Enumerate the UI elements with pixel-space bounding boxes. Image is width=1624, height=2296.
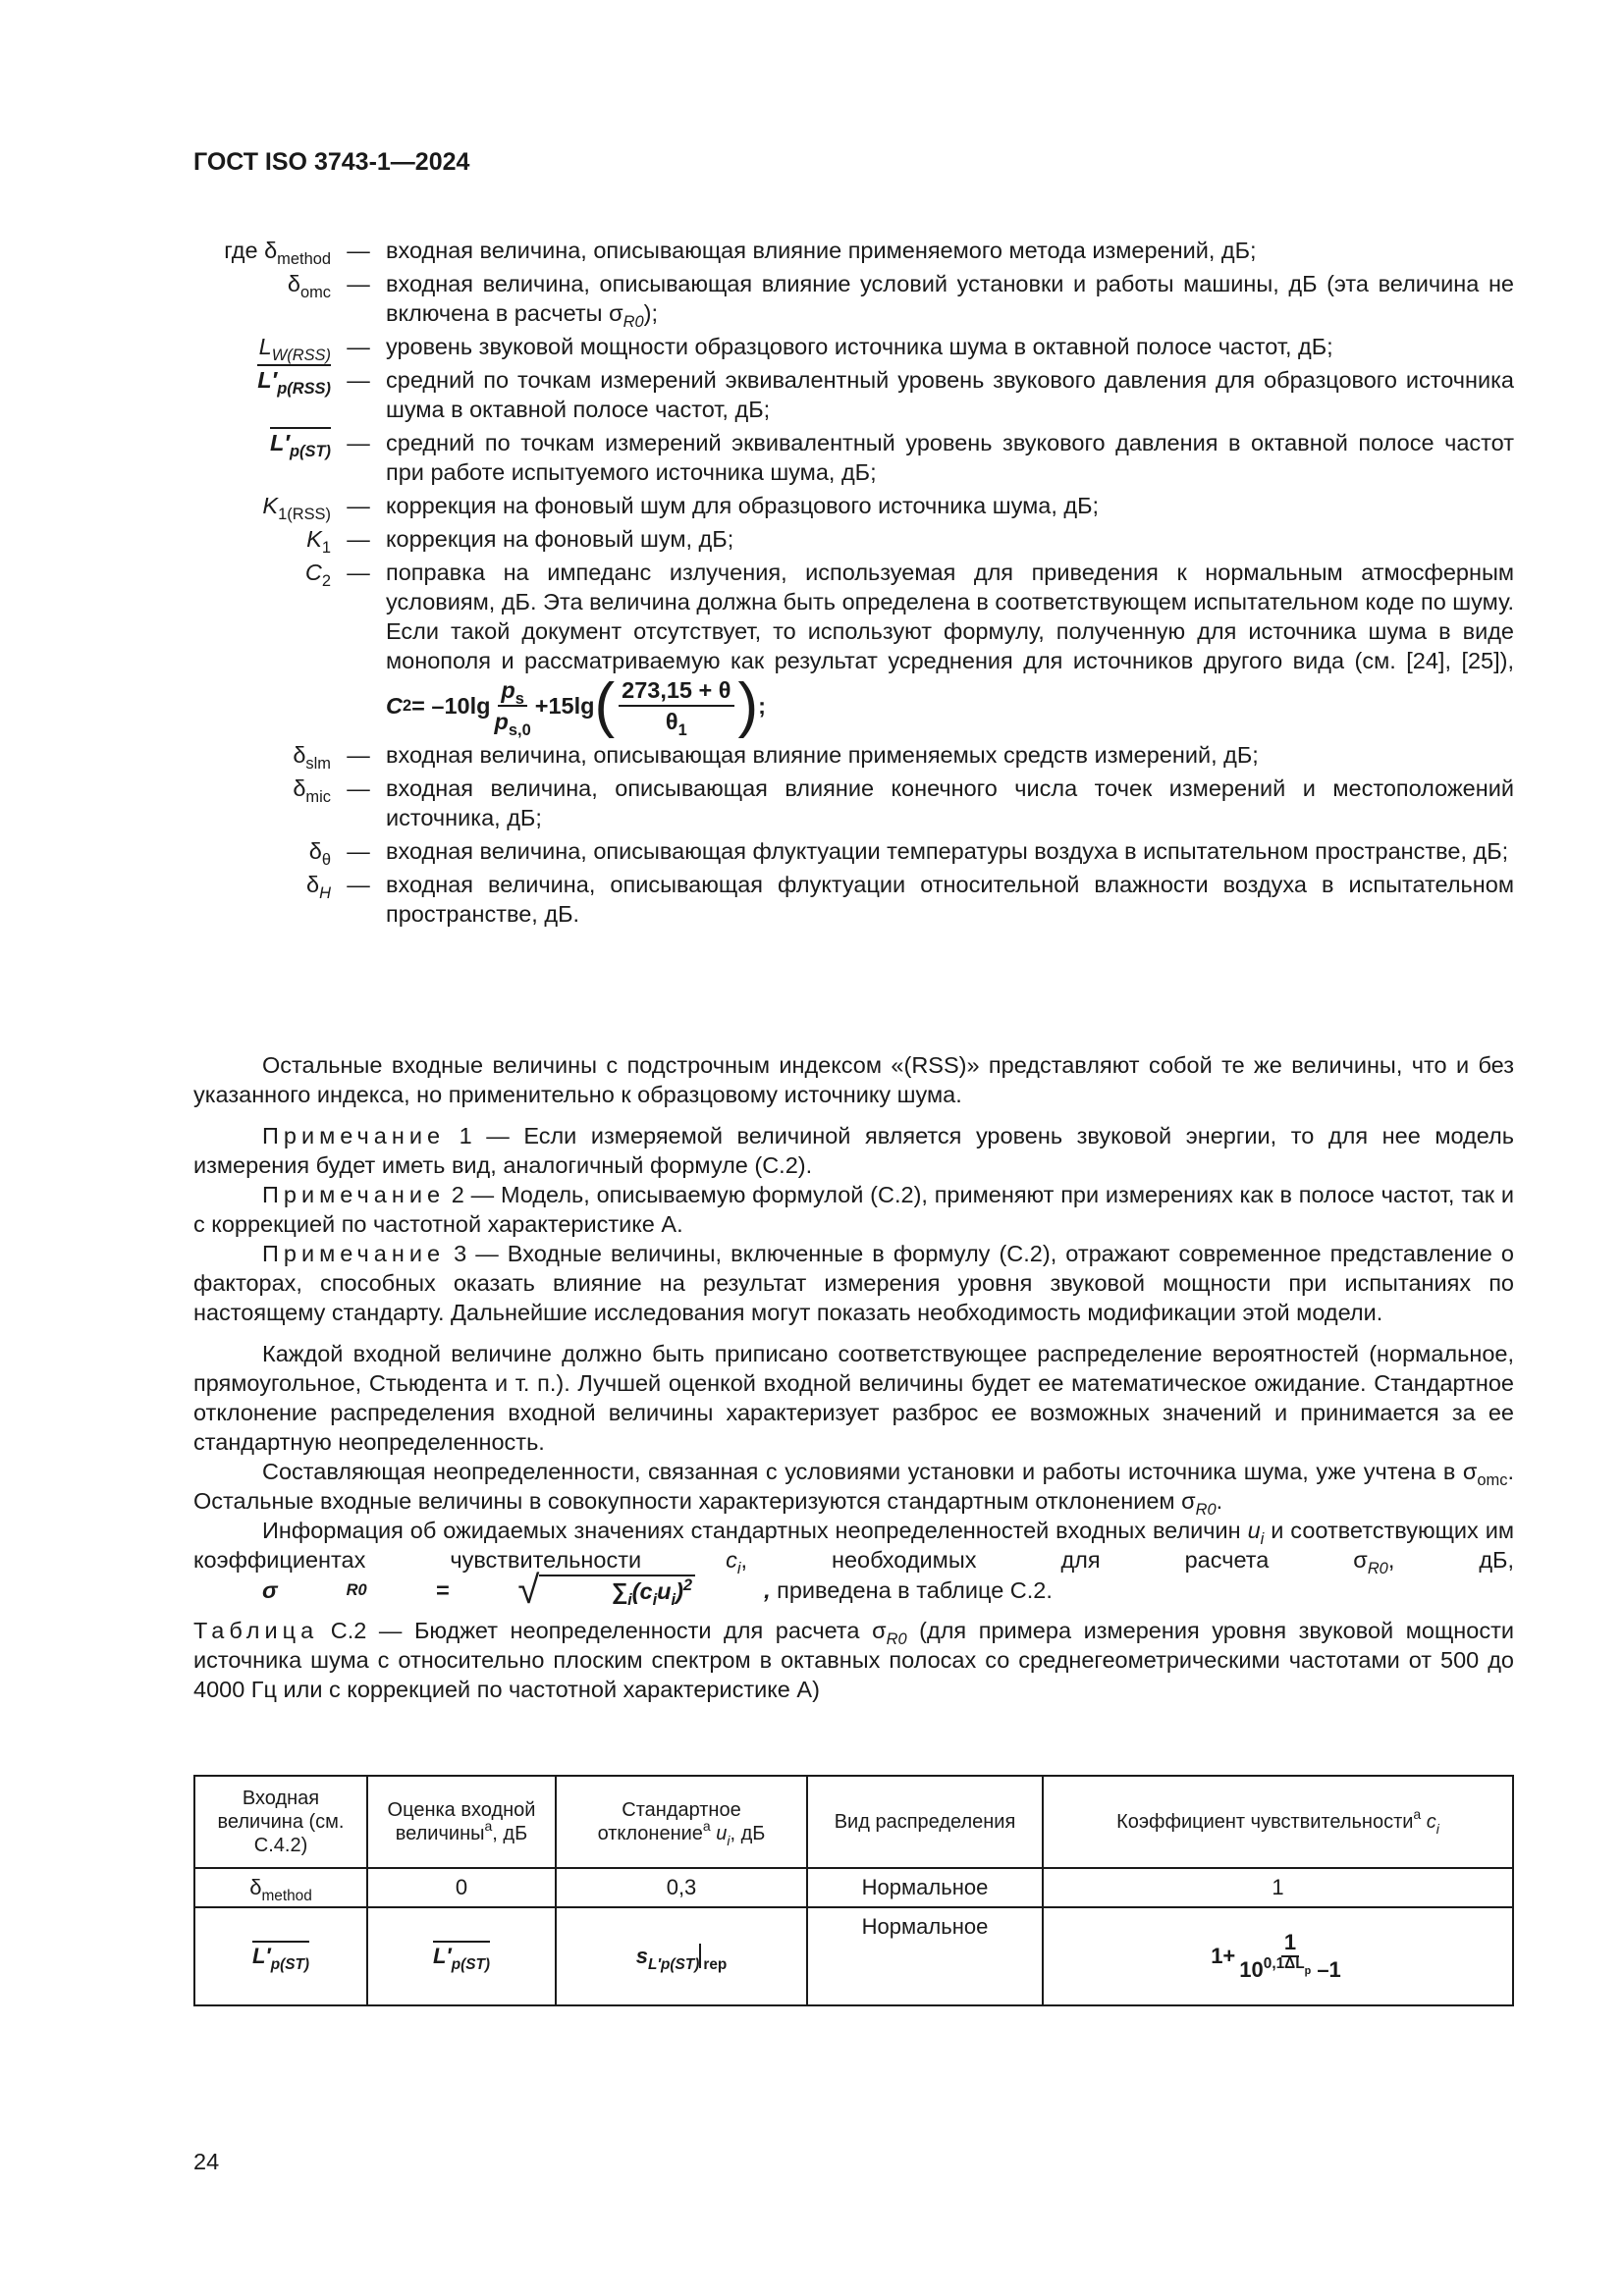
def-c2 [193,558,1514,739]
def-method [193,236,1514,268]
def-symbol-sub: W(RSS) [271,347,331,364]
distribution-paragraph: Каждой входной величине должно быть приписано соответствующее распределение вероятностей (нормальное, прямоугольное, Стьюдента и т. п.). Лучшей оценкой входной величины будет ее математическое ожидание. Стандартное отклонение распределения входной величины характеризует разброс ее возможных значений и принимается за ее стандартную неопределенность. [193,1341,1514,1455]
def-symbol-sub: omc [299,284,331,301]
cell-estimate: 0 [367,1868,556,1907]
cell-std: 0,3 [556,1868,807,1907]
def-symbol: δ [293,775,306,801]
body-text [193,1050,1514,1704]
def-symbol: δ [264,238,278,263]
def-symbol-sub: method [277,250,331,268]
def-symbol-sub: slm [305,755,331,773]
table-header-row [194,1776,1513,1868]
def-symbol-sub: H [319,884,331,902]
def-symbol: K [262,493,279,518]
def-symbol-sub: 1(RSS) [278,506,331,523]
def-theta [193,836,1514,869]
definitions-list [193,236,1514,933]
def-symbol: δ [306,872,320,897]
header-input-quantity: Входная величина (см. С.4.2) [194,1776,367,1868]
def-slm [193,740,1514,773]
def-humidity [193,870,1514,929]
rss-paragraph: Остальные входные величины с подстрочным индексом «(RSS)» представляют собой те же величины, что и без указанного индекса, но применительно к образцовому источнику шума. [193,1052,1514,1107]
def-text: средний по точкам измерений эквивалентный уровень звукового давления для образцового источника шума в октавной полосе частот, дБ; [386,367,1514,422]
def-dash: — [347,560,370,585]
def-dash: — [347,271,370,296]
temperature-fraction: $\frac{273,15 + \theta}{\theta_1}$ [619,675,733,736]
cell-std: $s_{L'p(ST)}$ $_{rep}$ [556,1907,807,2005]
info-paragraph: Информация об ожидаемых значениях стандартных неопределенностей входных величин $u_i$ и соответствующих им коэффициентах чувствительности $c_i$, необходимых для расчета $\sigma_{R0}$, дБ, σ R0 = √ $\sum_i(c_iu_i)^2$ , приведена в таблице С.2. [193,1518,1515,1612]
def-symbol-sub: 1 [321,539,331,557]
def-text: входная величина, описывающая флуктуации относительной влажности воздуха в испытательном пространстве, дБ. [386,872,1514,927]
cell-distribution: Нормальное [807,1907,1043,2005]
def-symbol: C [304,560,322,585]
def-symbol: K [306,526,322,552]
cell-sensitivity: 1 [1043,1868,1513,1907]
cell-sensitivity: 1+ $\frac{1}{10^{0,1\Delta L_p} -1}$ [1043,1907,1513,2005]
header-std-deviation: Стандартное отклонение$^a$ $u_i$, дБ [556,1776,807,1868]
header-sensitivity: Коэффициент чувствительности$^a$ $c_i$ [1043,1776,1513,1868]
def-symbol-sub: 2 [321,572,331,590]
def-k1-rss [193,491,1514,523]
cell-input: $\delta_{method}$ [194,1868,367,1907]
def-lp-rss [193,365,1514,424]
def-prefix: где [224,238,265,263]
def-dash: — [347,838,370,864]
def-text: средний по точкам измерений эквивалентный уровень звукового давления в октавной полосе частот при работе испытуемого источника шума, дБ; [386,430,1514,485]
table-row [194,1907,1513,2005]
def-dash: — [347,334,370,359]
def-symbol: $L'_{p(ST)}$ [270,427,331,455]
note-3: Примечание 3 — Входные величины, включенные в формулу (С.2), отражают современное представление о факторах, способных оказать влияние на результат измерения уровня звуковой мощности при испытаниях по настоящему стандарту. Дальнейшие исследования могут показать необходимость модификации этой модели. [193,1241,1514,1325]
omc-paragraph: Составляющая неопределенности, связанная с условиями установки и работы источника шума, уже учтена в $\sigma_{omc}$. Остальные входные величины в совокупности характеризуются стандартным отклонением $\sigma_{R0}$. [193,1459,1514,1519]
def-symbol: δ [293,742,306,768]
uncertainty-budget-table [193,1775,1514,2006]
def-dash: — [347,238,370,263]
def-dash: — [347,872,370,897]
pressure-fraction: $\frac{p_s}{p_{s,0}}$ [494,677,531,739]
def-text: входная величина, описывающая влияние конечного числа точек измерений и местоположений источника, дБ; [386,775,1514,830]
page-number: 24 [193,2149,220,2174]
def-text: входная величина, описывающая влияние применяемых средств измерений, дБ; [386,742,1259,768]
def-dash: — [347,526,370,552]
def-k1 [193,524,1514,557]
def-lw-rss [193,332,1514,364]
def-text: уровень звуковой мощности образцового источника шума в октавной полосе частот, дБ; [386,334,1333,359]
def-mic [193,774,1514,832]
def-lp-st [193,428,1514,487]
def-symbol-sub: mic [305,788,331,806]
cell-input: $L'_{p(ST)}$ [194,1907,367,2005]
header-distribution: Вид распределения [807,1776,1043,1868]
def-text: коррекция на фоновый шум, дБ; [386,526,734,552]
def-dash: — [347,742,370,768]
def-text: входная величина, описывающая влияние применяемого метода измерений, дБ; [386,238,1257,263]
header-estimate: Оценка входной величины$^a$, дБ [367,1776,556,1868]
cell-estimate: $L'_{p(ST)}$ [367,1907,556,2005]
sigma-r0-formula: σ R0 = √ $\sum_i(c_iu_i)^2$ , [262,1569,771,1612]
def-text: входная величина, описывающая флуктуации температуры воздуха в испытательном пространстве, дБ; [386,838,1509,864]
def-symbol: $L'_{p(RSS)}$ [257,364,331,393]
document-code: ГОСТ ISO 3743-1—2024 [193,148,470,176]
def-dash: — [347,493,370,518]
table-row [194,1868,1513,1907]
def-dash: — [347,430,370,455]
def-symbol-sub: θ [321,851,331,869]
def-text: входная величина, описывающая влияние условий установки и работы машины, дБ (эта величина не включена в расчеты $\sigma_{R0}$); [386,271,1514,331]
def-symbol: δ [287,271,300,296]
def-dash: — [347,775,370,801]
c2-formula: C 2 = –10lg $\frac{p_s}{p_{s,0}}$ +15lg ( $\frac{273,15 + \theta}{\theta_1}$ ) ; [386,671,766,739]
table-caption: Таблица С.2 — Бюджет неопределенности для расчета $\sigma_{R0}$ (для примера измерения уровня звуковой мощности источника шума с относительно плоским спектром в октавных полосах со среднегеометрическими частотами от 500 до 4000 Гц или с коррекцией по частотной характеристике А) [193,1618,1514,1702]
def-omc [193,269,1514,331]
note-2: Примечание 2 — Модель, описываемую формулой (С.2), применяют при измерениях как в полосе частот, так и с коррекцией по частотной характеристике А. [193,1182,1514,1237]
def-symbol: L [258,334,272,359]
def-text: коррекция на фоновый шум для образцового источника шума, дБ; [386,493,1100,518]
def-symbol: δ [308,838,322,864]
def-dash: — [347,367,370,393]
cell-distribution: Нормальное [807,1868,1043,1907]
note-1: Примечание 1 — Если измеряемой величиной является уровень звуковой энергии, то для нее модель измерения будет иметь вид, аналогичный формуле (С.2). [193,1123,1514,1178]
def-text: поправка на импеданс излучения, используемая для приведения к нормальным атмосферным условиям, дБ. Эта величина должна быть определена в соответствующем испытательном коде по шуму. Если такой документ отсутствует, то используют формулу, полученную для источника шума в виде монополя и рассматриваемую как результат усреднения для источников другого вида (см. [24], [25]), C 2 = –10lg $\frac{p_s}{p_{s,0}}$ +15lg ( $\frac{273,15 + \theta}{\theta_1}$ ) ; [386,560,1514,739]
